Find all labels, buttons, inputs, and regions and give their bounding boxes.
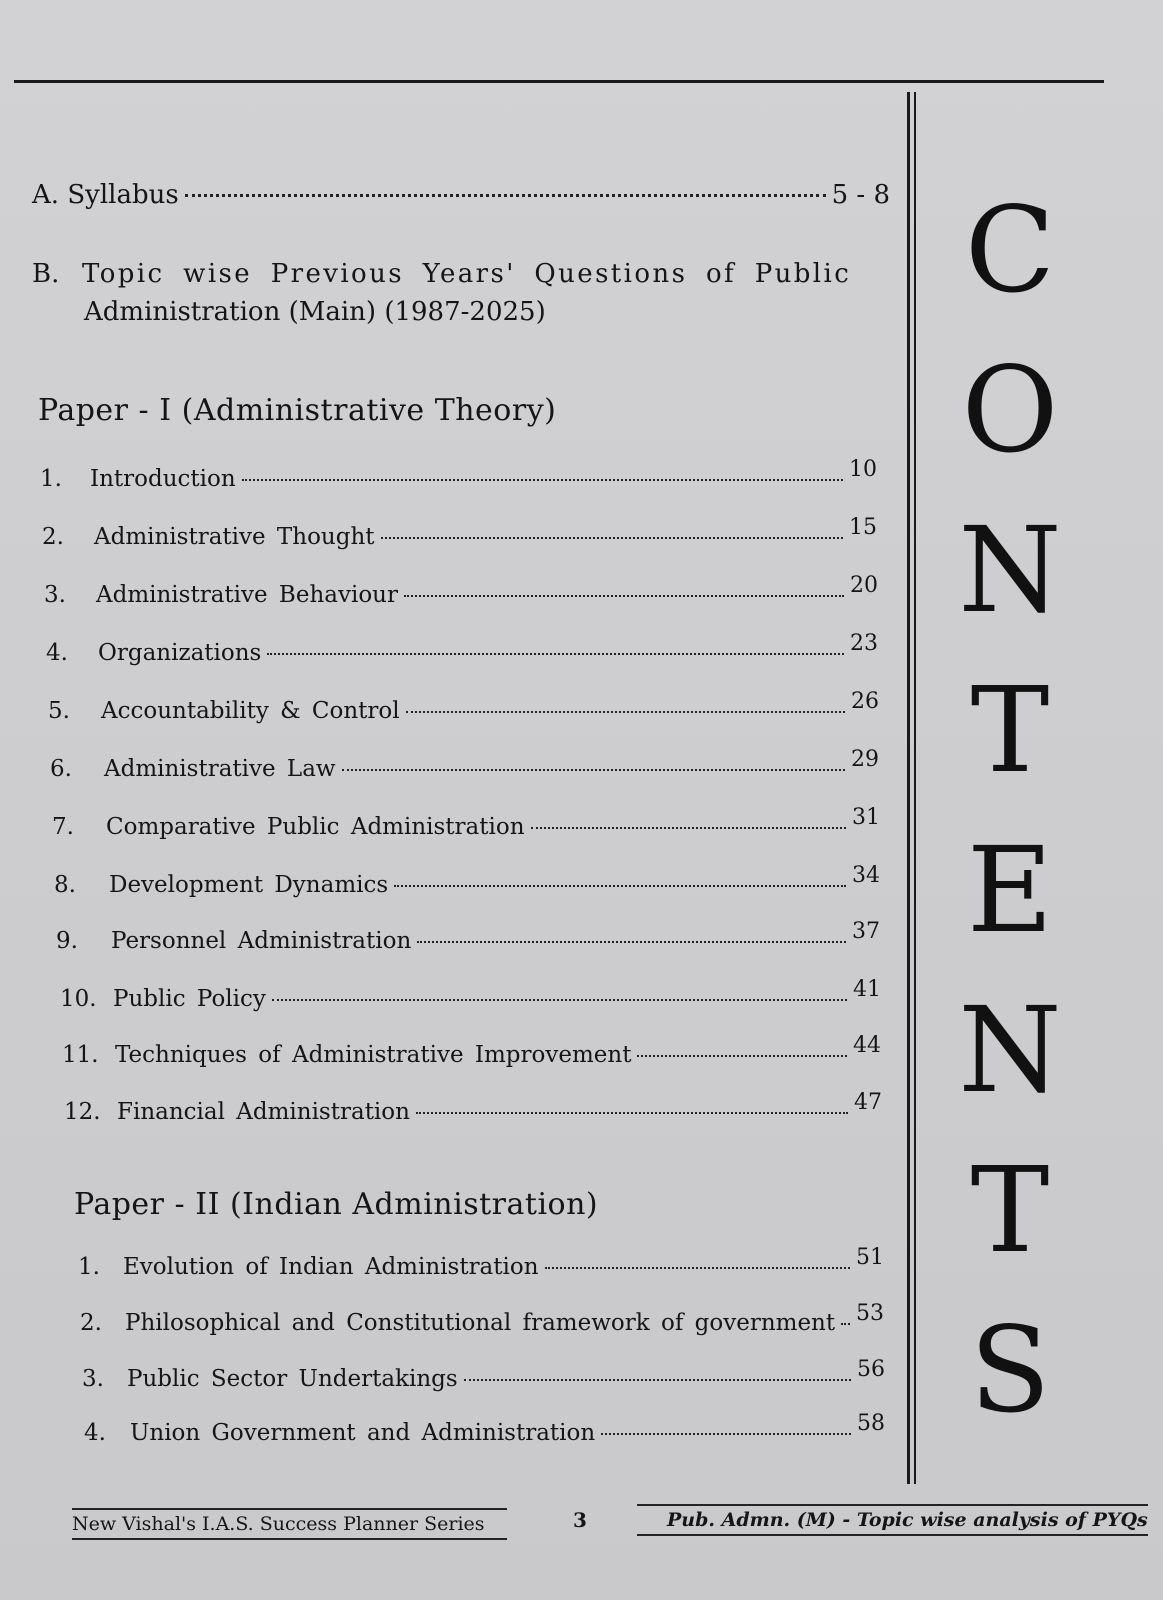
toc-entry	[62, 1033, 881, 1068]
entry-number: 10.	[60, 986, 97, 1012]
toc-entry	[54, 863, 880, 898]
paper-2-heading: Paper - II (Indian Administration)	[74, 1187, 599, 1222]
entry-page: 41	[853, 977, 881, 1002]
side-letter: C	[964, 181, 1056, 319]
entry-number: 6.	[50, 756, 72, 782]
page-number: 3	[573, 1508, 587, 1532]
footer-series-name: New Vishal's I.A.S. Success Planner Series	[72, 1508, 507, 1540]
toc-entry	[46, 631, 878, 666]
toc-entry	[42, 515, 877, 550]
entry-title: Financial Administration	[117, 1099, 410, 1125]
dot-leader	[267, 653, 844, 655]
page-range: 5 - 8	[831, 180, 890, 210]
entry-number: 3.	[82, 1366, 104, 1392]
dot-leader	[272, 999, 847, 1001]
dot-leader	[637, 1055, 847, 1057]
toc-entry	[40, 457, 877, 492]
entry-page: 37	[852, 919, 880, 944]
entry-page: 23	[850, 631, 878, 656]
entry-number: 2.	[80, 1310, 102, 1336]
entry-title: Development Dynamics	[109, 872, 389, 898]
entry-page: 26	[851, 689, 879, 714]
toc-entry-pyq-heading	[32, 255, 892, 331]
dot-leader	[381, 537, 843, 539]
toc-entry	[52, 805, 880, 840]
dot-leader	[394, 885, 846, 887]
entry-title: Personnel Administration	[111, 928, 412, 954]
entry-title: Philosophical and Constitutional framework of government	[125, 1310, 836, 1336]
dot-leader	[342, 769, 845, 771]
entry-number: 1.	[78, 1254, 100, 1280]
side-letter: E	[966, 821, 1054, 959]
toc-entry	[64, 1090, 882, 1125]
toc-entry	[78, 1245, 884, 1280]
toc-entry	[50, 747, 879, 782]
entry-number: 8.	[54, 872, 76, 898]
toc-entry	[60, 977, 881, 1012]
entry-page: 47	[854, 1090, 882, 1115]
dot-leader	[545, 1267, 850, 1269]
side-letter: N	[958, 501, 1062, 639]
section-label: B.	[32, 259, 60, 289]
entry-page: 51	[856, 1245, 884, 1270]
entry-title: Accountability & Control	[101, 698, 400, 724]
vertical-rule	[914, 92, 916, 1484]
dot-leader	[406, 711, 845, 713]
paper-1-heading: Paper - I (Administrative Theory)	[38, 393, 557, 428]
entry-title: Administrative Thought	[94, 524, 375, 550]
side-letter: T	[970, 1141, 1050, 1279]
entry-title: Administrative Behaviour	[96, 582, 398, 608]
entry-title: Union Government and Administration	[130, 1420, 596, 1446]
entry-page: 58	[857, 1411, 885, 1436]
entry-number: 4.	[84, 1420, 106, 1446]
dot-leader	[464, 1379, 851, 1381]
entry-number: 3.	[44, 582, 66, 608]
entry-title: Public Sector Undertakings	[127, 1366, 458, 1392]
entry-number: 2.	[42, 524, 64, 550]
entry-title: Comparative Public Administration	[106, 814, 525, 840]
dot-leader	[404, 595, 844, 597]
entry-page: 20	[850, 573, 878, 598]
top-rule	[14, 80, 1104, 83]
section-title-line1: Topic wise Previous Years' Questions of Public	[82, 259, 852, 289]
entry-page: 31	[852, 805, 880, 830]
dot-leader	[841, 1323, 850, 1325]
entry-title: Introduction	[90, 466, 236, 492]
entry-number: 7.	[52, 814, 74, 840]
entry-title: Public Policy	[113, 986, 266, 1012]
toc-entry-syllabus	[32, 180, 890, 210]
section-label: A.	[32, 180, 60, 210]
entry-title: Techniques of Administrative Improvement	[115, 1042, 632, 1068]
dot-leader	[185, 194, 826, 197]
toc-entry	[56, 919, 880, 954]
entry-title: Administrative Law	[104, 756, 336, 782]
entry-page: 44	[853, 1033, 881, 1058]
entry-number: 4.	[46, 640, 68, 666]
dot-leader	[417, 941, 846, 943]
toc-entry	[44, 573, 878, 608]
footer-book-title: Pub. Admn. (M) - Topic wise analysis of PYQs	[637, 1504, 1148, 1536]
side-letter: T	[970, 661, 1050, 799]
section-title: Syllabus	[67, 180, 179, 210]
side-letter: N	[958, 981, 1062, 1119]
dot-leader	[416, 1112, 848, 1114]
vertical-rule	[907, 92, 910, 1484]
side-letter: S	[969, 1301, 1051, 1439]
contents-side-heading	[930, 170, 1090, 1450]
toc-entry	[84, 1411, 885, 1446]
dot-leader	[601, 1433, 851, 1435]
entry-page: 15	[849, 515, 877, 540]
entry-number: 1.	[40, 466, 62, 492]
entry-page: 34	[852, 863, 880, 888]
dot-leader	[242, 479, 843, 481]
entry-page: 29	[851, 747, 879, 772]
side-letter: O	[961, 341, 1059, 479]
toc-entry	[82, 1357, 885, 1392]
entry-number: 12.	[64, 1099, 101, 1125]
toc-entry	[48, 689, 879, 724]
dot-leader	[531, 827, 846, 829]
section-title-line2: Administration (Main) (1987-2025)	[84, 297, 546, 327]
entry-page: 10	[849, 457, 877, 482]
entry-page: 53	[856, 1301, 884, 1326]
entry-number: 11.	[62, 1042, 99, 1068]
entry-title: Organizations	[98, 640, 262, 666]
toc-entry	[80, 1301, 884, 1336]
entry-number: 9.	[56, 928, 78, 954]
entry-page: 56	[857, 1357, 885, 1382]
entry-title: Evolution of Indian Administration	[123, 1254, 539, 1280]
entry-number: 5.	[48, 698, 70, 724]
